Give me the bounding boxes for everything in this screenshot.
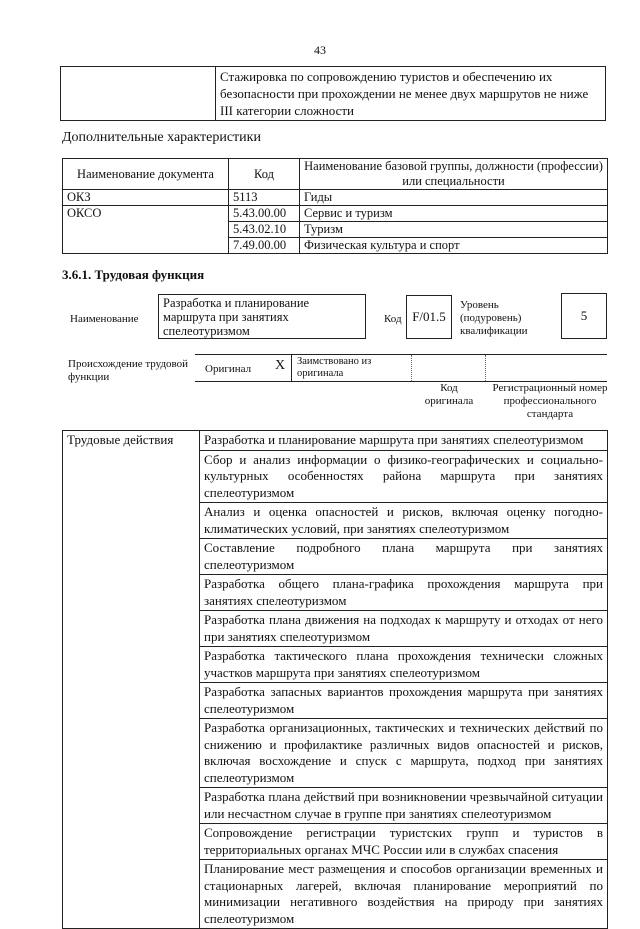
page-number: 43 [314,43,326,57]
list-item: Разработка плана движения на подходах к маршруту и отходах от него при занятиях спелеотуризмом [200,611,608,647]
list-item: Составление подробного плана маршрута при занятиях спелеотуризмом [200,539,608,575]
header-group: Наименование базовой группы, должности (профессии) или специальности [300,159,608,190]
list-item: Анализ и оценка опасностей и рисков, включая оценку погодно-климатических условий, при занятиях спелеотуризмом [200,503,608,539]
divider [411,355,413,381]
cell-name: Сервис и туризм [300,206,608,222]
cell-code: 5113 [229,190,300,206]
cell-doc: ОКСО [63,206,229,254]
list-item: Разработка запасных вариантов прохождения маршрута при занятиях спелеотуризмом [200,683,608,719]
level-value: 5 [561,293,607,339]
cell-code: 5.43.02.10 [229,222,300,238]
original-label: Оригинал [205,363,252,375]
cell-doc: ОКЗ [63,190,229,206]
list-item: Разработка и планирование маршрута при занятиях спелеотуризмом [200,431,608,451]
cell-name: Физическая культура и спорт [300,238,608,254]
name-label: Наименование [70,313,139,325]
list-item: Разработка плана действий при возникновении чрезвычайной ситуации или несчастном случае в группе при занятиях спелеотуризмом [200,788,608,824]
list-item: Разработка тактического плана прохождения технически сложных участков маршрута при занятиях спелеотуризмом [200,647,608,683]
table-row [63,190,608,206]
divider [291,355,292,381]
divider [485,355,487,381]
list-item: Сопровождение регистрации туристских групп и туристов в территориальных органах МЧС России или в службах спасения [200,824,608,860]
cell-code: 7.49.00.00 [229,238,300,254]
internship-requirement: Стажировка по сопровождению туристов и обеспечению их безопасности при прохождении не менее двух маршрутов не ниже III категории сложности [216,67,606,121]
origin-label: Происхождение трудовой функции [68,358,189,383]
code-original-label: Код оригинала [424,382,474,407]
origin-row [195,354,607,382]
function-name: Разработка и планирование маршрута при занятиях спелеотуризмом [158,294,366,339]
labor-actions-table [62,430,608,929]
additional-title: Дополнительные характеристики [62,130,261,145]
cell-name: Гиды [300,190,608,206]
qualification-table [60,66,606,121]
additional-characteristics-table [62,158,608,254]
list-item: Разработка организационных, тактических и технических действий по снижению и профилактике различных видов опасностей и рисков, включая восхождение и спуск с маршрута, подход при занятиях спелеотуризмом [200,719,608,788]
cell-code: 5.43.00.00 [229,206,300,222]
function-code: F/01.5 [406,295,452,339]
labor-actions-label: Трудовые действия [63,431,200,929]
list-item: Планирование мест размещения и способов организации временных и стационарных лагерей, включая планирование мероприятий по минимизации негативного воздействия на природу при занятиях спелеотуризмом [200,860,608,929]
header-code: Код [229,159,300,190]
cell-name: Туризм [300,222,608,238]
original-mark: X [275,358,286,373]
level-label: Уровень (подуровень) квалификации [460,299,528,337]
header-doc: Наименование документа [63,159,229,190]
list-item: Сбор и анализ информации о физико-географических и социально-культурных особенностях района маршрута при занятиях спелеотуризмом [200,450,608,503]
table-header-row [63,159,608,190]
table-row [63,206,608,222]
reg-number-label: Регистрационный номер профессионального стандарта [492,382,608,420]
table-row [63,431,608,451]
section-title: 3.6.1. Трудовая функция [62,267,205,282]
borrowed-label: Заимствовано из оригинала [297,356,372,379]
code-label: Код [384,313,402,325]
empty-cell [61,67,216,121]
list-item: Разработка общего плана-графика прохождения маршрута при занятиях спелеотуризмом [200,575,608,611]
